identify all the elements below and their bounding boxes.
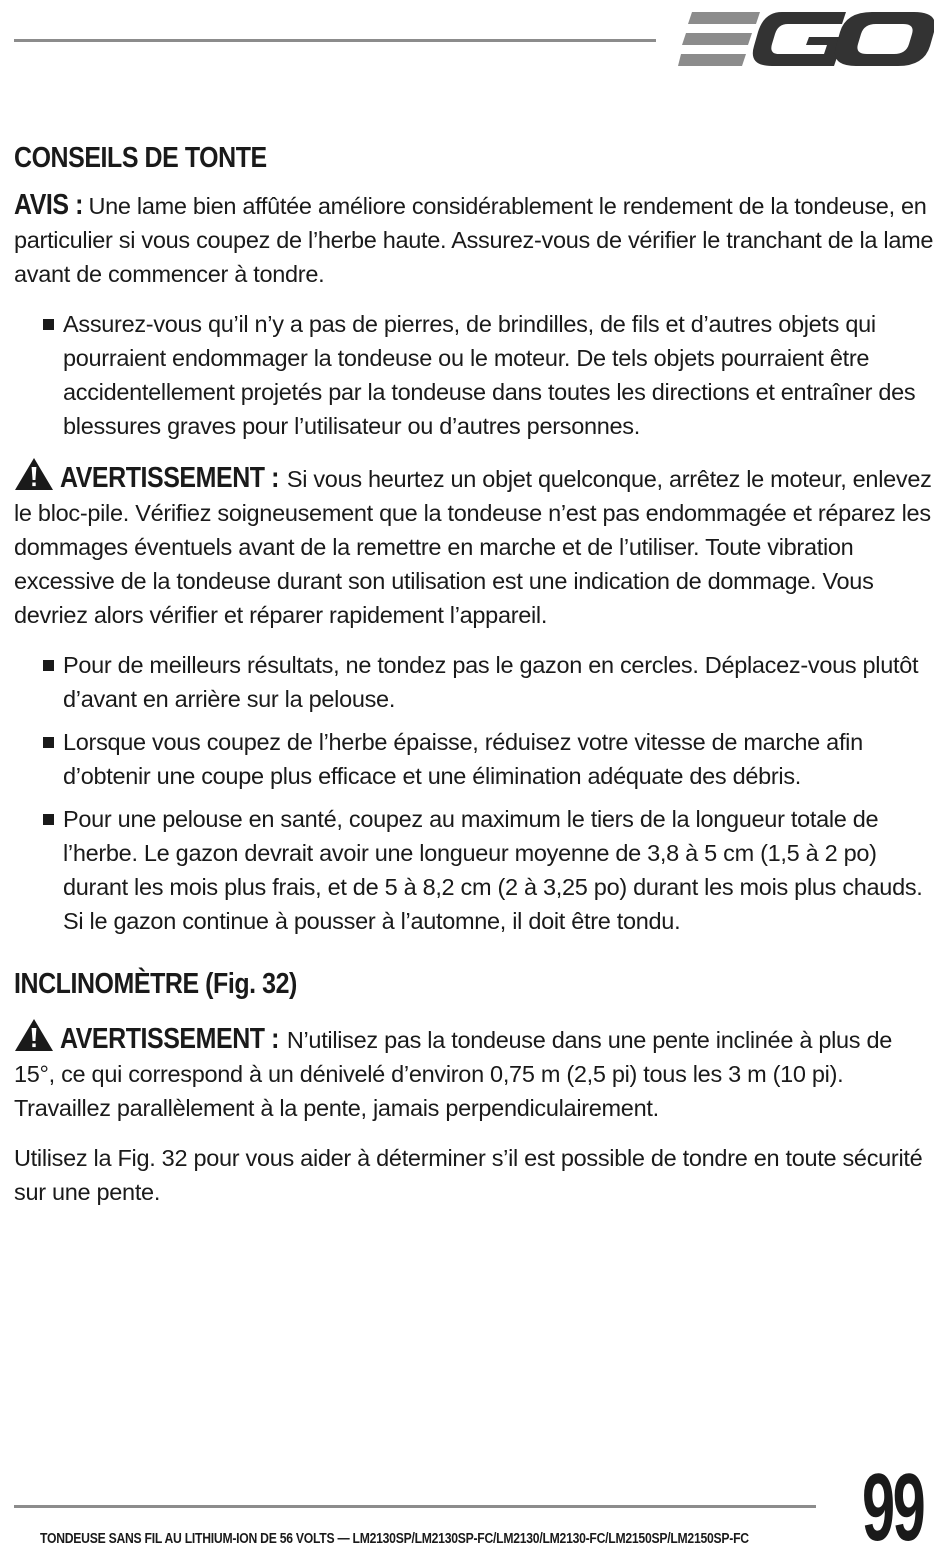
warning-paragraph-1 (14, 457, 938, 632)
list-item-text: Lorsque vous coupez de l’herbe épaisse, réduisez votre vitesse de marche afin d’obtenir une coupe plus efficace et une élimination adéquate des débris. (63, 729, 863, 789)
notice-paragraph (14, 188, 938, 291)
warning-triangle-icon (14, 457, 54, 491)
list-item-text: Assurez-vous qu’il n’y a pas de pierres, de brindilles, de fils et d’autres objets qui pourraient endommager la tondeuse ou le moteur. De tels objets pourraient être accidentellement projetés par la tondeuse dans toutes les directions et entraîner des blessures graves pour l’utilisateur ou d’autres personnes. (63, 311, 916, 439)
notice-label: AVIS : (14, 189, 84, 221)
list-item (14, 725, 938, 793)
bullet-list-2 (14, 648, 938, 938)
list-item (14, 802, 938, 938)
warning-label: AVERTISSEMENT : (60, 462, 279, 494)
section-title-inclinometre: INCLINOMÈTRE (Fig. 32) (14, 968, 297, 1000)
warning-triangle-icon (14, 1018, 54, 1052)
bullet-square-icon (43, 814, 54, 825)
list-item (14, 648, 938, 716)
inclinometer-paragraph: Utilisez la Fig. 32 pour vous aider à déterminer s’il est possible de tondre en toute sécurité sur une pente. (14, 1145, 923, 1205)
main-content (14, 138, 938, 1209)
warning-paragraph-2 (14, 1018, 938, 1125)
warning-text: Si vous heurtez un objet quelconque, arrêtez le moteur, enlevez le bloc-pile. Vérifiez soigneusement que la tondeuse n’est pas endommagée et réparez les dommages éventuels avant de la remettre en marche et de l’utiliser. Toute vibration excessive de la tondeuse durant son utilisation est une indication de dommage. Vous devriez alors vérifier et réparer rapidement l’appareil. (14, 466, 932, 628)
bullet-list-1 (14, 307, 938, 443)
section-title-conseils: CONSEILS DE TONTE (14, 142, 267, 174)
list-item-text: Pour une pelouse en santé, coupez au maximum le tiers de la longueur totale de l’herbe. Le gazon devrait avoir une longueur moyenne de 3,8 à 5 cm (1,5 à 2 po) durant les mois plus frais, et de 5 à 8,2 cm (2 à 3,25 po) durant les mois plus chauds. Si le gazon continue à pousser à l’automne, il doit être tondu. (63, 806, 923, 934)
bullet-square-icon (43, 319, 54, 330)
bullet-square-icon (43, 660, 54, 671)
list-item (14, 307, 938, 443)
ego-logo (678, 10, 934, 68)
page-number: 99 (862, 1454, 924, 1561)
list-item-text: Pour de meilleurs résultats, ne tondez pas le gazon en cercles. Déplacez-vous plutôt d’avant en arrière sur la pelouse. (63, 652, 919, 712)
bullet-square-icon (43, 737, 54, 748)
footer-rule (14, 1505, 816, 1508)
warning-text: N’utilisez pas la tondeuse dans une pente inclinée à plus de 15°, ce qui correspond à un dénivelé d’environ 0,75 m (2,5 pi) tous les 3 m (10 pi). Travaillez parallèlement à la pente, jamais perpendiculairement. (14, 1027, 893, 1121)
footer-text: TONDEUSE SANS FIL AU LITHIUM-ION DE 56 VOLTS — LM2130SP/LM2130SP-FC/LM2130/LM2130-FC/LM2150SP/LM2150SP-FC (40, 1531, 749, 1547)
header-rule (14, 39, 656, 42)
warning-label: AVERTISSEMENT : (60, 1023, 279, 1055)
notice-text: Une lame bien affûtée améliore considérablement le rendement de la tondeuse, en particulier si vous coupez de l’herbe haute. Assurez-vous de vérifier le tranchant de la lame avant de commencer à tondre. (14, 193, 934, 287)
